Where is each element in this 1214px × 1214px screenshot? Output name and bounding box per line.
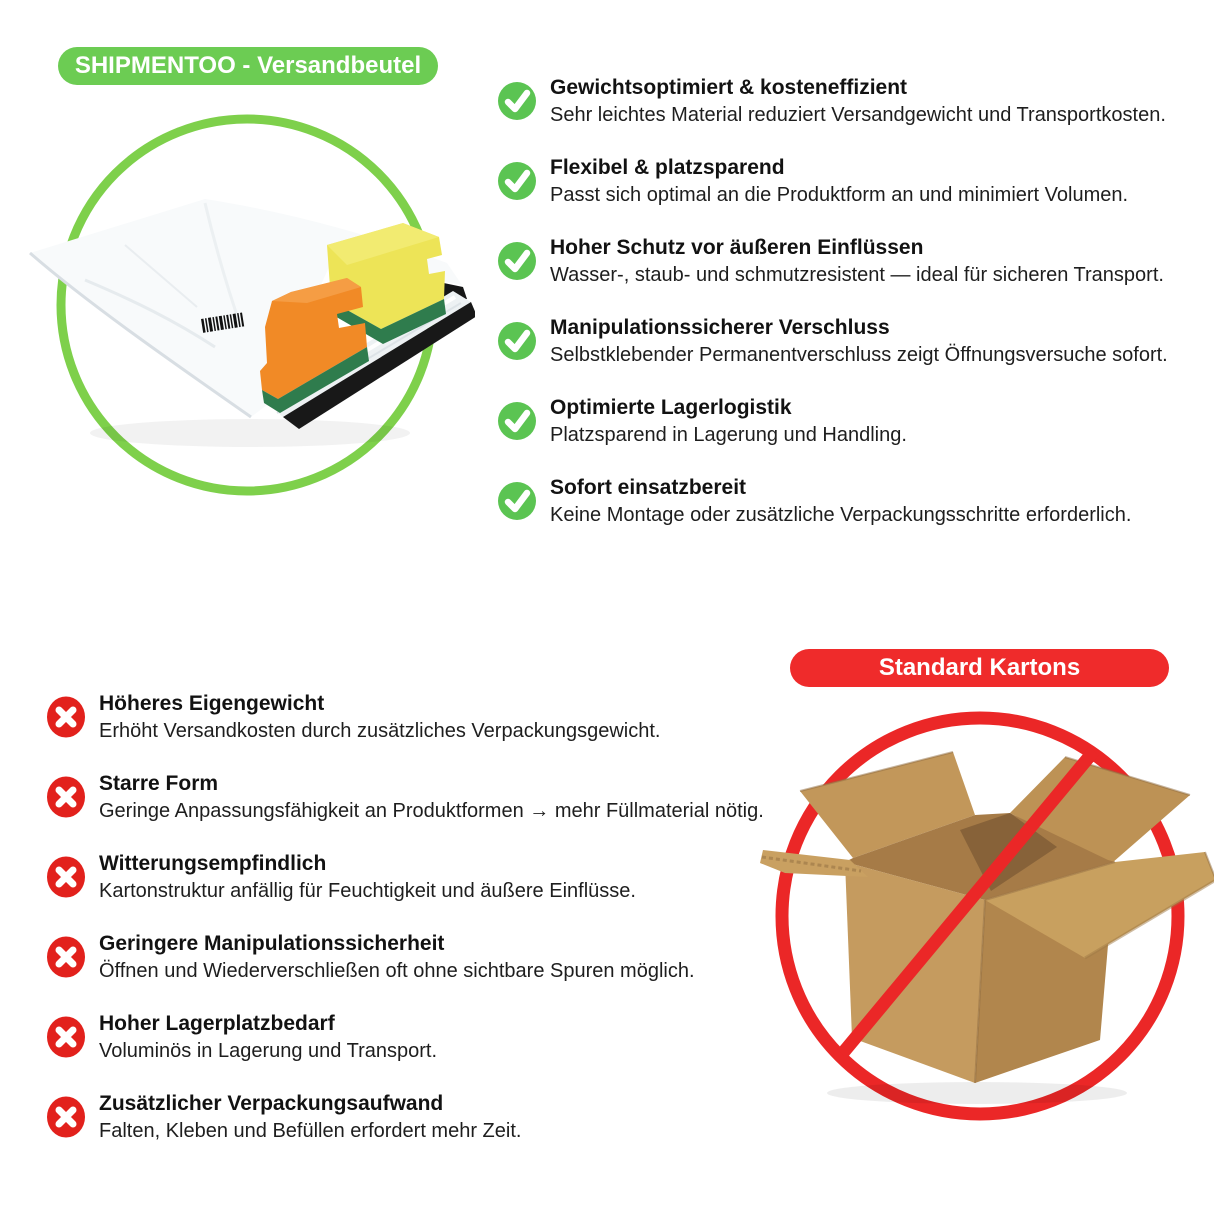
con-item (46, 930, 816, 985)
cardboard-box-illustration (755, 695, 1214, 1135)
cross-icon (46, 1096, 86, 1138)
feature-description: Passt sich optimal an die Produktform an und minimiert Volumen. (550, 184, 1129, 206)
con-item (46, 1090, 816, 1145)
pro-item (497, 474, 1213, 529)
shipmentoo-badge: SHIPMENTOO - Versandbeutel (58, 47, 438, 85)
check-icon (497, 240, 537, 282)
feature-description: Voluminös in Lagerung und Transport. (99, 1040, 437, 1062)
feature-title: Manipulationssicherer Verschluss (550, 316, 890, 339)
con-item (46, 690, 816, 745)
cross-icon (46, 936, 86, 978)
carton-photo (755, 695, 1214, 1135)
feature-title: Hoher Schutz vor äußeren Einflüssen (550, 236, 924, 259)
con-item (46, 770, 816, 825)
feature-description: Kartonstruktur anfällig für Feuchtigkeit und äußere Einflüsse. (99, 880, 636, 902)
feature-title: Hoher Lagerplatzbedarf (99, 1012, 335, 1035)
feature-description: Keine Montage oder zusätzliche Verpackungsschritte erforderlich. (550, 504, 1132, 526)
check-icon (497, 320, 537, 362)
pro-item (497, 154, 1213, 209)
feature-description: Öffnen und Wiederverschließen oft ohne sichtbare Spuren möglich. (99, 960, 695, 982)
feature-title: Höheres Eigengewicht (99, 692, 325, 715)
feature-title: Witterungsempfindlich (99, 852, 327, 875)
con-item (46, 850, 816, 905)
feature-title: Starre Form (99, 772, 219, 795)
cross-icon (46, 856, 86, 898)
cross-icon (46, 1016, 86, 1058)
poly-mailer-illustration (15, 95, 475, 515)
feature-description: Sehr leichtes Material reduziert Versandgewicht und Transportkosten. (550, 104, 1166, 126)
pro-item (497, 394, 1213, 449)
box-shadow (827, 1082, 1127, 1104)
feature-description: Wasser-, staub- und schmutzresistent — ideal für sicheren Transport. (550, 264, 1164, 286)
check-icon (497, 400, 537, 442)
feature-title: Geringere Manipulationssicherheit (99, 932, 445, 955)
pro-item (497, 234, 1213, 289)
standard-kartons-badge: Standard Kartons (790, 649, 1169, 687)
feature-title: Optimierte Lagerlogistik (550, 396, 792, 419)
con-item (46, 1010, 816, 1065)
feature-title: Gewichtsoptimiert & kosteneffizient (550, 76, 908, 99)
cross-icon (46, 696, 86, 738)
cross-icon (46, 776, 86, 818)
pros-list (497, 74, 1213, 554)
check-icon (497, 80, 537, 122)
feature-title: Flexibel & platzsparend (550, 156, 785, 179)
feature-title: Zusätzlicher Verpackungsaufwand (99, 1092, 444, 1115)
envelope-shadow (90, 419, 410, 447)
mailer-photo (15, 95, 475, 515)
check-icon (497, 480, 537, 522)
feature-description: Erhöht Versandkosten durch zusätzliches Verpackungsgewicht. (99, 720, 661, 742)
feature-title: Sofort einsatzbereit (550, 476, 747, 499)
cons-list (46, 690, 816, 1170)
pro-item (497, 314, 1213, 369)
feature-description: Geringe Anpassungsfähigkeit an Produktformen → mehr Füllmaterial nötig. (99, 800, 764, 822)
feature-description: Falten, Kleben und Befüllen erfordert mehr Zeit. (99, 1120, 522, 1142)
feature-description: Platzsparend in Lagerung und Handling. (550, 424, 907, 446)
feature-description: Selbstklebender Permanentverschluss zeigt Öffnungsversuche sofort. (550, 344, 1168, 366)
pro-item (497, 74, 1213, 129)
check-icon (497, 160, 537, 202)
